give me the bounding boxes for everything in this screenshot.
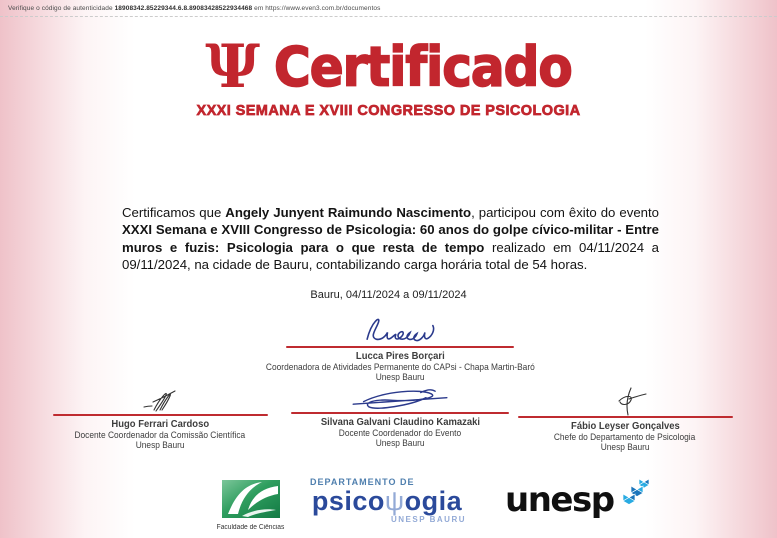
psicologia-wordmark xyxy=(302,487,472,515)
signature-line xyxy=(518,416,733,418)
signature-line xyxy=(291,412,509,414)
auth-code: 18908342.85229344.6.8.89083428522934468 xyxy=(114,5,253,12)
psicologia-bottom-label: UNESP BAURU xyxy=(390,515,466,524)
auth-prefix-text: Verifique o código de autenticidade xyxy=(8,5,115,12)
psicologia-psi-icon: ψ xyxy=(384,486,405,516)
signer-role: Chefe do Departamento de Psicologia xyxy=(554,432,696,442)
body-part2: , participou com êxito do evento xyxy=(471,205,659,220)
place-date-line: Bauru, 04/11/2024 a 09/11/2024 xyxy=(310,289,467,301)
certificate-title: Certificado xyxy=(274,35,572,99)
signer-name: Silvana Galvani Claudino Kamazaki xyxy=(320,416,480,428)
psicologia-top-label: DEPARTAMENTO DE xyxy=(310,477,415,487)
logo-unesp xyxy=(505,480,651,520)
psicologia-text-post: ogia xyxy=(404,486,463,516)
signature-block-event-coordinator xyxy=(280,386,520,448)
faculdade-ciencias-icon xyxy=(222,480,280,518)
logo-departamento-psicologia xyxy=(302,477,472,524)
signer-name: Hugo Ferrari Cardoso xyxy=(111,418,209,430)
psicologia-text-pre: psico xyxy=(311,486,385,516)
unesp-symbol-icon xyxy=(617,478,651,508)
signer-role: Docente Coordenador do Evento xyxy=(338,428,462,438)
title-block xyxy=(0,34,777,119)
certificate-body-text xyxy=(122,204,659,274)
body-part1: Certificamos que xyxy=(122,205,226,220)
signature-lucca-handwriting xyxy=(350,312,450,346)
event-name: XXXI Semana e XVIII Congresso de Psicologia: 60 anos do golpe cívico-militar - Entre muros e fuzis: Psicologia para o que resta de tempo xyxy=(122,222,659,255)
signer-org: Unesp Bauru xyxy=(135,440,185,450)
event-subtitle: XXXI SEMANA E XVIII CONGRESSO DE PSICOLOGIA xyxy=(196,102,581,119)
body-part3: realizado em 04/11/2024 a 09/11/2024, na cidade de Bauru, contabilizando carga horária total de 54 horas. xyxy=(122,239,659,273)
signer-org: Unesp Bauru xyxy=(375,438,425,448)
signature-line xyxy=(286,346,514,348)
signature-line xyxy=(53,414,268,416)
unesp-wordmark: unesp xyxy=(505,480,614,520)
signature-fabio-handwriting xyxy=(595,386,655,416)
signer-role: Docente Coordenador da Comissão Científica xyxy=(74,430,246,440)
signer-org: Unesp Bauru xyxy=(600,442,650,452)
faculdade-ciencias-label: Faculdade de Ciências xyxy=(216,524,285,531)
signature-block-coordinator xyxy=(230,312,570,382)
signature-silvana-handwriting xyxy=(345,386,455,412)
psi-icon: Ψ xyxy=(205,32,261,102)
participant-name: Angely Junyent Raimundo Nascimento xyxy=(225,205,472,220)
auth-url-text: em https://www.even3.com.br/documentos xyxy=(252,5,381,12)
signer-org: Unesp Bauru xyxy=(375,372,425,382)
signature-block-department-head xyxy=(505,386,745,452)
authenticity-bar xyxy=(0,0,777,17)
signature-block-scientific-committee xyxy=(40,386,280,450)
signature-hugo-handwriting xyxy=(125,386,195,414)
signer-role: Coordenadora de Atividades Permanente do CAPsi - Chapa Martin-Baró xyxy=(265,362,535,372)
signer-name: Fábio Leyser Gonçalves xyxy=(570,420,680,432)
logo-faculdade-ciencias xyxy=(203,480,298,531)
signer-name: Lucca Pires Borçari xyxy=(355,350,445,362)
